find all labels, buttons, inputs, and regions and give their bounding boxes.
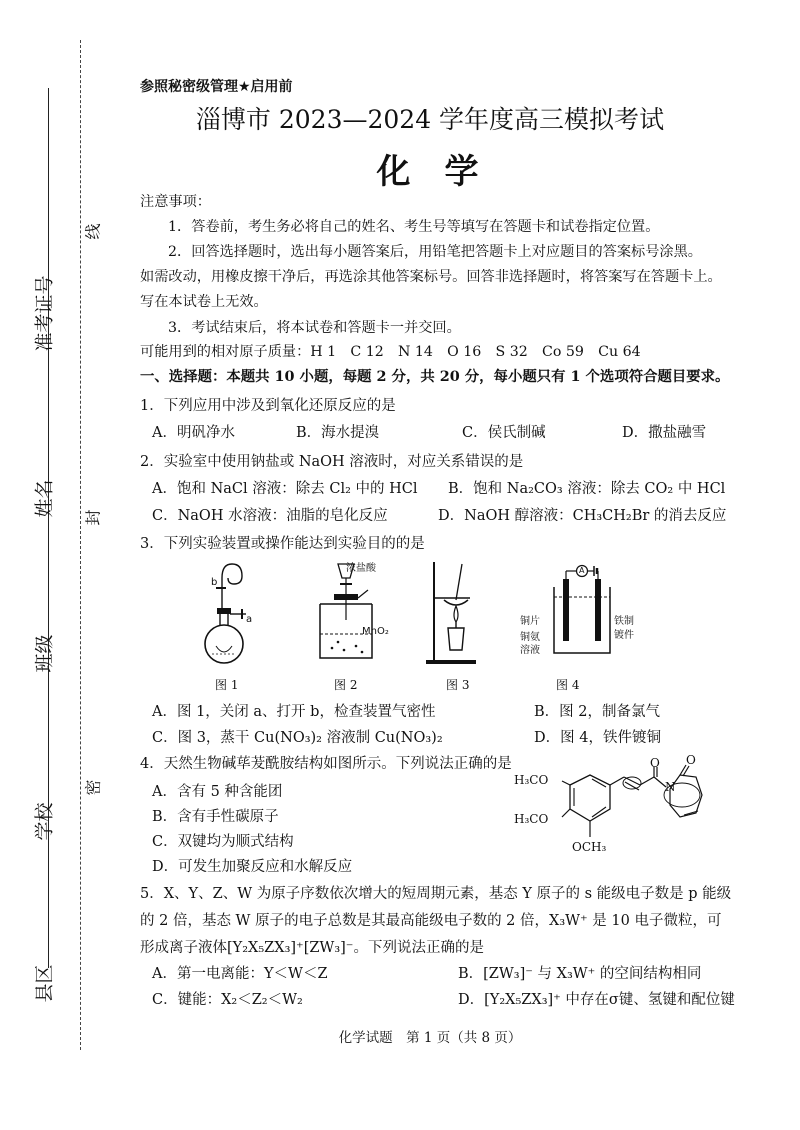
figure-4-caption: 图 4 [556,678,580,692]
figure-3-caption: 图 3 [446,678,470,692]
figure-1-label-a: a [246,614,253,625]
section-1-title: 一、选择题：本题共 10 小题，每题 2 分，共 20 分，每小题只有 1 个选项符合题目要求。 [140,368,730,385]
question-4-option-c: C．双键均为顺式结构 [152,834,294,850]
question-3-option-c: C．图 3，蒸干 Cu(NO₃)₂ 溶液制 Cu(NO₃)₂ [152,730,443,746]
seal-mark-line: 线 [83,223,103,240]
question-5-stem-line-3: 形成离子液体[Y₂X₅ZX₃]⁺[ZW₃]⁻。下列说法正确的是 [140,940,484,956]
figure-4-label-fe-2: 镀件 [614,630,634,641]
county-label: 县区 [33,964,56,1003]
figure-4-ammeter-label: A [579,566,585,575]
question-4-option-d: D．可发生加聚反应和水解反应 [152,859,353,875]
name-label: 姓名 [33,479,56,518]
structure-atom-o-1: O [650,756,660,770]
figure-2-caption: 图 2 [334,678,358,692]
structure-substituent-2: H₃CO [514,812,549,826]
figure-1-caption: 图 1 [215,678,239,692]
atomic-masses: 可能用到的相对原子质量：H 1 C 12 N 14 O 16 S 32 Co 59 Cu 64 [140,344,641,360]
question-5-option-d: D．[Y₂X₅ZX₃]⁺ 中存在σ键、氢键和配位键 [458,992,735,1008]
figure-4-label-fe-1: 铁制 [614,616,634,627]
question-5-option-a: A．第一电离能：Y＜W＜Z [152,966,328,982]
question-1-option-b: B．海水提溴 [296,425,380,441]
question-2-stem: 2．实验室中使用钠盐或 NaOH 溶液时，对应关系错误的是 [140,454,524,470]
seal-mark-dense: 密 [83,779,103,796]
exam-title: 淄博市 2023—2024 学年度高三模拟考试 [195,105,665,134]
structure-atom-n: N [665,780,676,794]
question-4-stem: 4．天然生物碱荜茇酰胺结构如图所示。下列说法正确的是 [140,756,512,772]
notice-item-2-end: 写在本试卷上无效。 [140,294,268,310]
subject-title: 化 学 [376,152,479,192]
figure-4-apparatus [552,565,612,665]
question-2-option-c: C．NaOH 水溶液：油脂的皂化反应 [152,508,388,524]
seal-mark-seal: 封 [83,509,103,526]
question-1-option-c: C．侯氏制碱 [462,425,546,441]
question-5-stem-line-1: 5．X、Y、Z、W 为原子序数依次增大的短周期元素，基态 Y 原子的 s 能级电子数是 p 能级 [140,886,732,902]
question-3-option-a: A．图 1，关闭 a、打开 b，检查装置气密性 [152,704,436,720]
question-5-stem-line-2: 的 2 倍，基态 W 原子的电子总数是其最高能级电子数的 2 倍，X₃W⁺ 是 10 电子微粒，可 [140,913,722,929]
figure-2-label-mno2: MnO₂ [362,626,389,637]
school-label: 学校 [33,802,56,841]
figure-4-label-solution-1: 铜氨 [520,632,540,643]
question-5-option-c: C．键能：X₂＜Z₂＜W₂ [152,992,303,1008]
structure-atom-o-2: O [686,753,696,767]
notice-item-2-cont: 如需改动，用橡皮擦干净后，再选涂其他答案标号。回答非选择题时，将答案写在答题卡上。 [140,269,722,285]
question-4-option-b: B．含有手性碳原子 [152,809,279,825]
question-2-option-b: B．饱和 Na₂CO₃ 溶液：除去 CO₂ 中 HCl [448,481,726,497]
question-4-option-a: A．含有 5 种含能团 [152,784,283,800]
figure-4-label-cu: 铜片 [520,616,540,627]
exam-number-label: 准考证号 [33,275,56,352]
page-footer: 化学试题 第 1 页（共 8 页） [338,1030,522,1046]
question-1-option-a: A．明矾净水 [152,425,235,441]
figure-1-apparatus [198,558,258,668]
notice-item-2: 2．回答选择题时，选出每小题答案后，用铅笔把答题卡上对应题目的答案标号涂黑。 [168,244,702,260]
question-2-option-a: A．饱和 NaCl 溶液：除去 Cl₂ 中的 HCl [152,481,418,497]
question-3-option-b: B．图 2，制备氯气 [534,704,660,720]
question-1-option-d: D．撒盐融雪 [622,425,707,441]
structure-substituent-1: H₃CO [514,773,549,787]
class-label: 班级 [33,634,56,673]
figure-4-label-solution-2: 溶液 [520,645,540,656]
notice-item-1: 1．答卷前，考生务必将自己的姓名、考生号等填写在答题卡和试卷指定位置。 [168,219,660,235]
figure-2-apparatus [316,560,376,668]
question-5-option-b: B．[ZW₃]⁻ 与 X₃W⁺ 的空间结构相同 [458,966,702,982]
figure-2-label-hcl: 浓盐酸 [346,563,376,574]
question-3-stem: 3．下列实验装置或操作能达到实验目的的是 [140,536,425,552]
structure-substituent-3: OCH₃ [572,840,607,854]
notice-item-3: 3．考试结束后，将本试卷和答题卡一并交回。 [168,320,461,336]
confidential-mark: 参照秘密级管理★启用前 [140,79,293,95]
figure-1-label-b: b [211,577,218,588]
figure-3-apparatus [424,560,484,668]
notice-title: 注意事项： [140,194,211,210]
question-2-option-d: D．NaOH 醇溶液：CH₃CH₂Br 的消去反应 [438,508,727,524]
question-1-stem: 1．下列应用中涉及到氧化还原反应的是 [140,398,396,414]
question-3-option-d: D．图 4，铁件镀铜 [534,730,661,746]
